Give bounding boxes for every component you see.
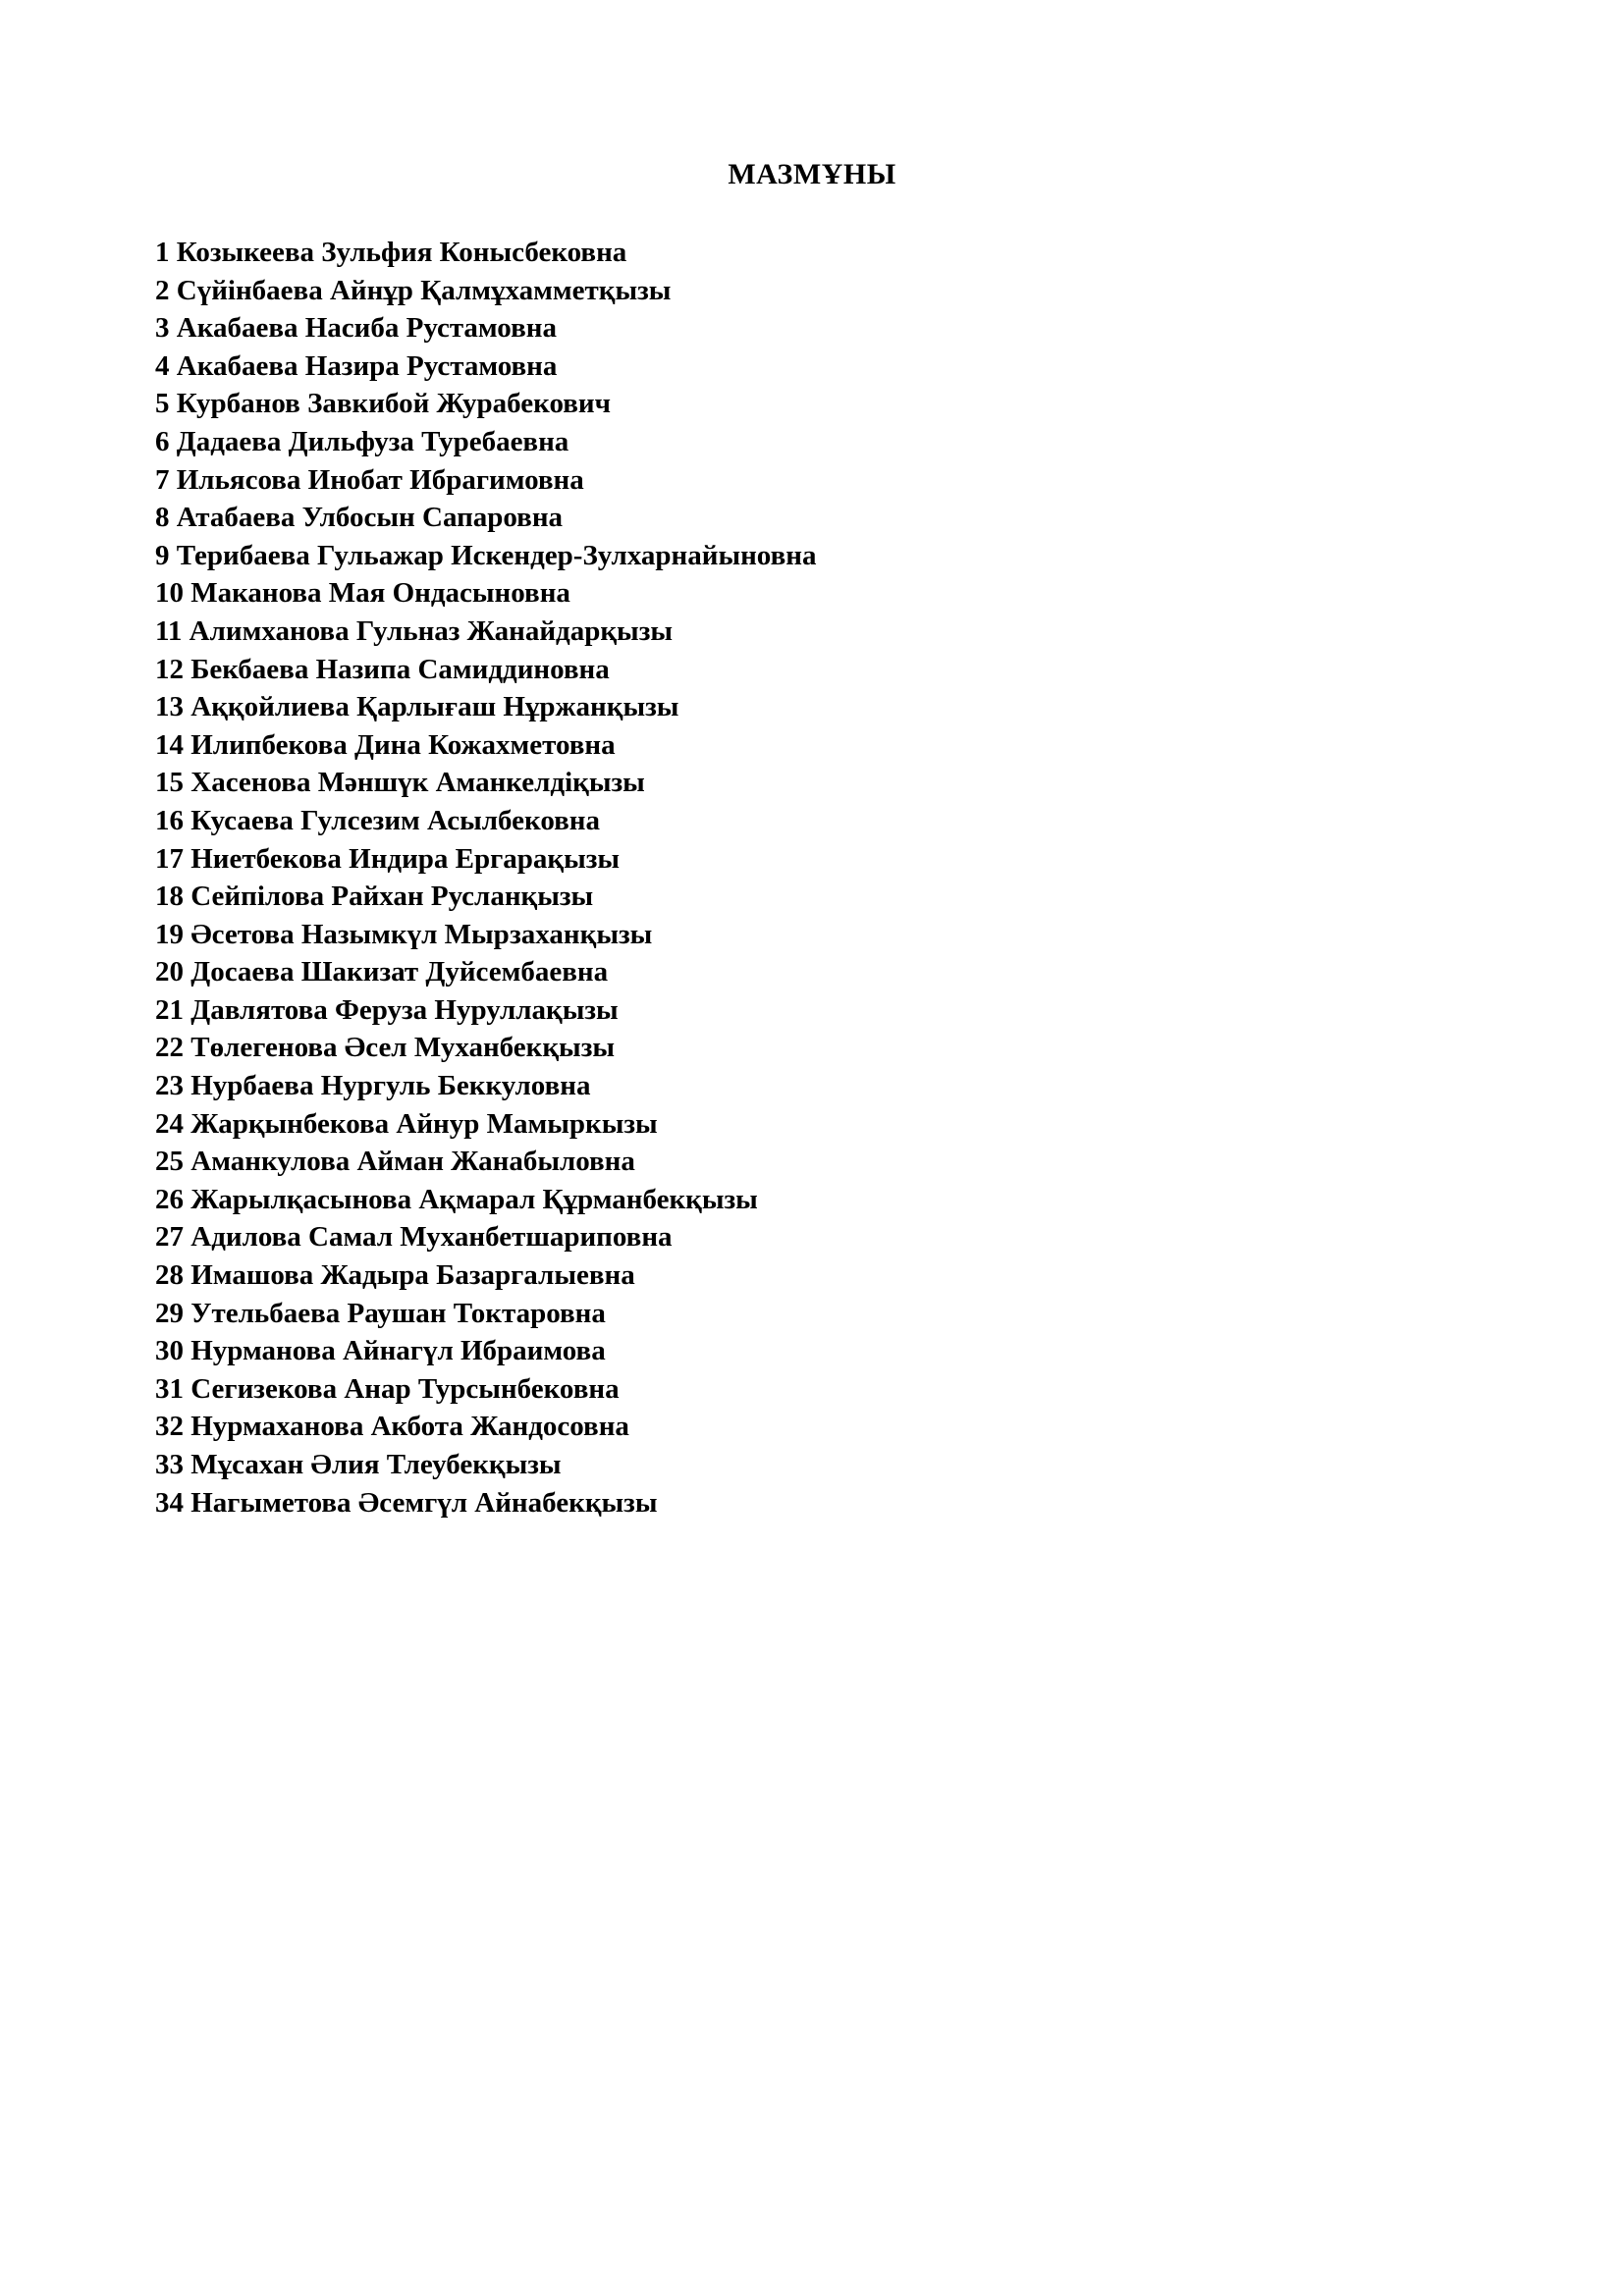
toc-entry: 31 Сегизекова Анар Турсынбековна (155, 1372, 620, 1405)
toc-entry: 5 Курбанов Завкибой Журабекович (155, 388, 611, 420)
toc-entry: 9 Терибаева Гульажар Искендер-Зулхарнайыновна (155, 539, 817, 571)
toc-entry: 32 Нурмаханова Акбота Жандосовна (155, 1411, 629, 1443)
toc-entry: 29 Утельбаева Раушан Токтаровна (155, 1297, 606, 1329)
toc-entry: 6 Дадаева Дильфуза Туребаевна (155, 425, 569, 457)
toc-entry: 11 Алимханова Гульназ Жанайдарқызы (155, 614, 673, 647)
page-title: МАЗМҰНЫ (728, 158, 896, 190)
toc-entry: 4 Акабаева Назира Рустамовна (155, 349, 558, 382)
toc-entry: 26 Жарылқасынова Ақмарал Құрманбекқызы (155, 1183, 758, 1215)
table-of-contents-list (155, 234, 816, 1522)
toc-entry: 27 Адилова Самал Муханбетшариповна (155, 1221, 673, 1254)
toc-entry: 13 Аққойлиева Қарлығаш Нұржанқызы (155, 691, 679, 723)
toc-entry: 1 Козыкеева Зульфия Конысбековна (155, 237, 627, 268)
toc-entry: 28 Имашова Жадыра Базаргалыевна (155, 1259, 635, 1292)
toc-entry: 21 Давлятова Феруза Нуруллақызы (155, 993, 619, 1026)
toc-entry: 30 Нурманова Айнагүл Ибраимова (155, 1335, 606, 1367)
toc-entry: 34 Нагыметова Әсемгүл Айнабекқызы (155, 1486, 658, 1519)
toc-entry: 19 Әсетова Назымкүл Мырзаханқызы (155, 918, 653, 950)
toc-entry: 2 Сүйінбаева Айнұр Қалмұхамметқызы (155, 274, 672, 306)
toc-entry: 25 Аманкулова Айман Жанабыловна (155, 1146, 635, 1178)
toc-entry: 24 Жарқынбекова Айнур Мамыркызы (155, 1107, 658, 1140)
toc-entry: 8 Атабаева Улбосын Сапаровна (155, 502, 564, 534)
toc-entry: 20 Досаева Шакизат Дуйсембаевна (155, 956, 609, 988)
toc-entry: 33 Мұсахан Әлия Тлеубекқызы (155, 1449, 562, 1480)
toc-entry: 15 Хасенова Мәншүк Аманкелдіқызы (155, 767, 645, 799)
toc-entry: 16 Кусаева Гулсезим Асылбековна (155, 804, 600, 836)
toc-entry: 23 Нурбаева Нургуль Беккуловна (155, 1070, 591, 1102)
toc-entry: 10 Маканова Мая Ондасыновна (155, 577, 570, 610)
toc-entry: 22 Төлегенова Әсел Муханбекқызы (155, 1032, 615, 1064)
toc-entry: 3 Акабаева Насиба Рустамовна (155, 312, 557, 345)
toc-entry: 18 Сейпілова Райхан Русланқызы (155, 881, 594, 913)
toc-entry: 14 Илипбекова Дина Кожахметовна (155, 728, 616, 761)
toc-entry: 17 Ниетбекова Индира Ергарақызы (155, 842, 621, 875)
toc-entry: 7 Ильясова Инобат Ибрагимовна (155, 463, 584, 496)
toc-entry: 12 Бекбаева Назипа Самиддиновна (155, 653, 610, 685)
